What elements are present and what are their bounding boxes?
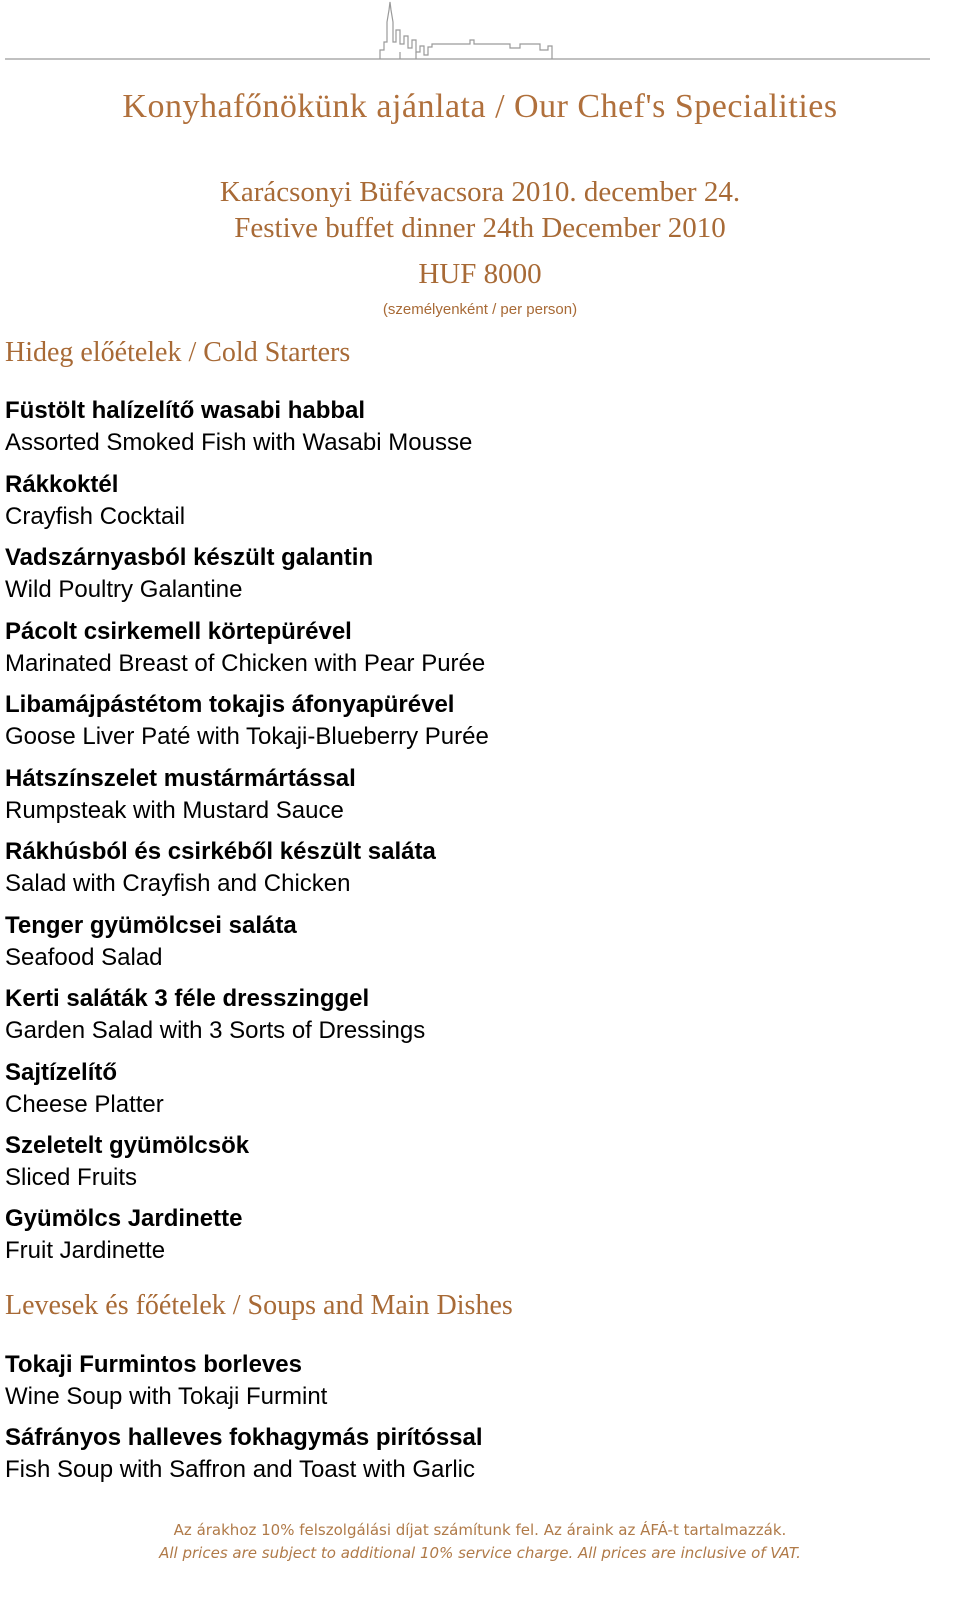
price: HUF 8000 xyxy=(418,258,542,290)
dish-name-hu: Sáfrányos halleves fokhagymás pirítóssal xyxy=(5,1424,483,1451)
dish-name-en: Garden Salad with 3 Sorts of Dressings xyxy=(5,1017,426,1044)
dish-name-en: Rumpsteak with Mustard Sauce xyxy=(5,797,344,824)
dish-name-hu: Libamájpástétom tokajis áfonyapürével xyxy=(5,691,455,718)
dish-name-en: Goose Liver Paté with Tokaji-Blueberry Purée xyxy=(5,723,489,750)
section-heading-soups-main: Levesek és főételek / Soups and Main Dishes xyxy=(5,1290,513,1321)
dish-name-hu: Vadszárnyasból készült galantin xyxy=(5,544,374,571)
dish-name-hu: Tenger gyümölcsei saláta xyxy=(5,912,297,939)
menu-item xyxy=(5,765,356,825)
event-title-en: Festive buffet dinner 24th December 2010 xyxy=(234,212,726,244)
dish-name-en: Fruit Jardinette xyxy=(5,1237,166,1264)
menu-item xyxy=(5,544,373,604)
footer-note-hu: Az árakhoz 10% felszolgálási díjat számítunk fel. Az áraink az ÁFÁ-t tartalmazzák. xyxy=(173,1521,787,1539)
menu-item xyxy=(5,985,425,1045)
menu-item xyxy=(5,1424,483,1484)
menu-item xyxy=(5,618,485,678)
dish-name-en: Crayfish Cocktail xyxy=(5,503,186,530)
page-title: Konyhafőnökünk ajánlata / Our Chef's Specialities xyxy=(122,88,838,125)
dish-name-hu: Tokaji Furmintos borleves xyxy=(5,1351,302,1378)
dish-name-en: Fish Soup with Saffron and Toast with Garlic xyxy=(5,1456,476,1483)
dish-name-en: Assorted Smoked Fish with Wasabi Mousse xyxy=(5,429,473,456)
dish-name-hu: Sajtízelítő xyxy=(5,1059,118,1086)
dish-name-hu: Hátszínszelet mustármártással xyxy=(5,765,356,792)
menu-item xyxy=(5,1351,327,1411)
menu-item xyxy=(5,1132,249,1192)
dish-name-hu: Pácolt csirkemell körtepürével xyxy=(5,618,352,645)
menu-item xyxy=(5,1059,164,1119)
menu-item xyxy=(5,838,436,898)
dish-name-hu: Gyümölcs Jardinette xyxy=(5,1205,243,1232)
dish-name-hu: Kerti saláták 3 féle dresszinggel xyxy=(5,985,370,1012)
dish-name-en: Cheese Platter xyxy=(5,1091,164,1118)
castle-skyline-logo xyxy=(0,0,960,70)
menu-item xyxy=(5,471,185,531)
dish-name-en: Wild Poultry Galantine xyxy=(5,576,243,603)
dish-name-en: Wine Soup with Tokaji Furmint xyxy=(5,1383,328,1410)
per-person-note: (személyenként / per person) xyxy=(382,301,578,318)
footer-note-en: All prices are subject to additional 10% service charge. All prices are inclusive of VAT. xyxy=(159,1544,801,1562)
dish-name-en: Salad with Crayfish and Chicken xyxy=(5,870,351,897)
dish-name-en: Sliced Fruits xyxy=(5,1164,138,1191)
menu-item xyxy=(5,1205,242,1265)
dish-name-hu: Rákkoktél xyxy=(5,471,119,498)
section-heading-cold-starters: Hideg előételek / Cold Starters xyxy=(5,337,351,368)
menu-item xyxy=(5,912,297,972)
dish-name-hu: Rákhúsból és csirkéből készült saláta xyxy=(5,838,436,865)
dish-name-hu: Szeletelt gyümölcsök xyxy=(5,1132,250,1159)
dish-name-hu: Füstölt halízelítő wasabi habbal xyxy=(5,397,366,424)
dish-name-en: Marinated Breast of Chicken with Pear Purée xyxy=(5,650,486,677)
menu-item xyxy=(5,397,472,457)
menu-item xyxy=(5,691,489,751)
dish-name-en: Seafood Salad xyxy=(5,944,163,971)
event-title-hu: Karácsonyi Büfévacsora 2010. december 24. xyxy=(219,176,741,208)
